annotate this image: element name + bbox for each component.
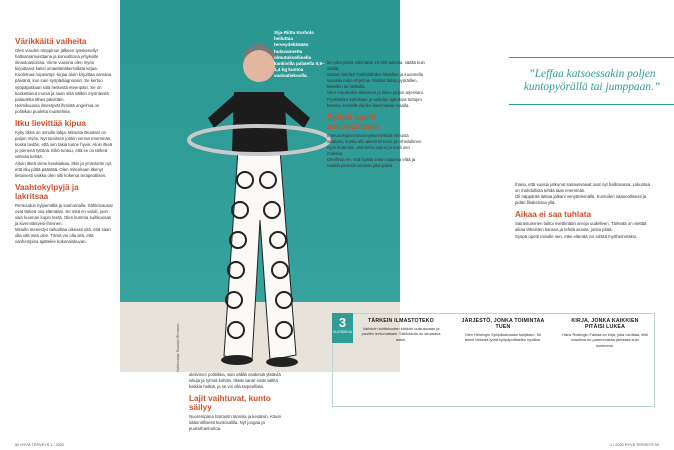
favorite-title: KIRJA, JONKA KAIKKIEN PITÄISI LUKEA: [571, 318, 639, 330]
favorite-text: Olen Helsingin Syöpäsairaalan tukijäsen. Se tekee tärkeää työtä syöpäpotilaiden hyväksi.: [464, 332, 542, 343]
paragraph: Saatan kiertää Töölönlahden kävellen ja kuunnella samalla radio-ohjelmia. Matkat taitan pyöräillen, kävellen tai ratikalla.: [327, 72, 423, 90]
paragraph: Aitoin itkeä viime kevätaikaa. Itkin ja ymmärrän nyt, että itku pitää päästää. Olen mitenkaan itkenyt tietoisesti vaikka olen silti kokenut terapeuttisen.: [15, 160, 113, 178]
heading-syopa: Syöpä opetti sairastamaan: [327, 112, 380, 131]
heading-lajit: Lajit vaihtuvat, kunto säilyy: [189, 394, 271, 413]
paragraph: Kuolemaa nopeampi -kirjaa aloin kirjoittaa samana päivänä, kun sain syöpädiagnoosin. Se kertoo syöpäpotilaan siitä hetkestä eteenpäin. Se on koskettanut monia ja saan siitä välikin myönteisiä palautetta lähes päivittäin.: [15, 72, 112, 102]
heading-vaahtokylpyja: Vaahtokylpyjä ja lakritsaa: [15, 182, 79, 201]
paragraph: len joka päivä vähintään 10 000 askelta, säällä kuin säällä.: [327, 60, 425, 72]
paragraph: Sairastuminen laittoi miettimään arvoja uudelleen. Tärkeää on viettää aikaa läheisten kanssa ja tehdä asioita, joista pitää.: [515, 221, 647, 233]
photo-caption: Sija-Riitta Korhola heiluttaa terveydekkäään hulavannetta olmutuksellisella kankivilla palatella 0,9–1,4 kg kuntoa vaaivatiekoslla.: [274, 30, 325, 79]
favorite-item: [562, 318, 648, 348]
paragraph: Nuorempana harrastin tanssia ja kesäisin. Kävin säännöllisesti kuntosalilla. Nyt joogaa ja puutarhanhoitoa.: [189, 414, 281, 432]
column-3: [327, 60, 425, 169]
favorite-title: TÄRKEIN ILMASTOTEKO: [368, 318, 434, 324]
paragraph: Oli näppärää lattiaa jalkani venyttelemällä. Kuntoilen säännöllisesti ja pidän lihaksistoa yllä.: [515, 194, 647, 206]
column-4: [515, 182, 655, 240]
heading-itku: Itku lievittää kipua: [15, 119, 86, 129]
heading-varikkaita-vaiheita: Värikkäitä vaiheita: [15, 37, 87, 46]
paragraph: Rentoudun kylpemällä ja saunomalla. Sähkösaunat ovat tärkeä osa elämääni. Se mitä en vahdi, juon vain kuuman kupin teetä. Olen kumma suihkuosan ja kivennäisvesi-ihminen.: [15, 202, 113, 227]
pull-quote: ”Leffaa katsoessakin poljen kuntopyörällä tai jumppaan.”: [509, 57, 674, 105]
paragraph: Olen vuoden meppinun jälkeen työskenellyt haltsamamuisttaina ja konsulttona yrityksille ilmastoasioissa. Viime vuosina olen myös kirjoittanut kaksi omaelämäkerrallista kirjaa.: [15, 48, 99, 72]
paragraph: Immunologiset kärsimykset tekivät minusta vaativan, koska olin aiemmin terve ja urheilullinen. Opin kuitenkin, että keho toipuu ja mieli sen mukana.: [327, 132, 423, 157]
photo-credit: Valokuvaaja: Rudolph Öhnmann: [176, 323, 180, 372]
page-footer-left: 52 HYVÄ TERVEYS 1 / 2020: [15, 443, 65, 447]
column-2: [189, 372, 285, 433]
favorite-title: JÄRJESTÖ, JONKA TOIMINTAA TUEN: [461, 318, 545, 330]
favorite-item: [460, 318, 546, 343]
badge-label: SUOSIKKIA: [333, 330, 352, 334]
column-1: [15, 37, 113, 245]
paragraph: Olen muutenkin aktiivinen ja liikun paljon arjessani. Pysähtelen kahvilaan ja vaihdan ajatuksia tuttujen kanssa. Kesällä viljelen kasvimaata maalla.: [327, 90, 424, 108]
paragraph: Kyky itkeä on minulle lahja. Minusta itkustani on paljon myös. Nyt tarvitsen jonkin verran enemmän, koska tiedän, että sen takia tunne hyvin. Aloin itkeä jo pienenä tyttönä. Eikö tuntuu, että se on tärkeä vahvaa kehää.: [15, 130, 113, 160]
paragraph: Syöpä opetti minulle sen, ettei elämää voi siirtää myöhemmäksi.: [515, 233, 638, 239]
page-footer-right: 1 / 2020 HYVÄ TERVEYS 53: [609, 443, 659, 447]
favorite-text: Hans Roslingin Faktaa on kirja, joka osoittaa, että maailma on paremmassa jamassa kuin luulemme.: [562, 332, 648, 348]
favorite-text: Vaihdoin kotitalouden sähkön uusiutuvaan ja puolitin lentomatkani. Sähköauto on seuraava askel.: [361, 326, 441, 342]
paragraph: aktiivinen politiikka, sain välillä osakesiä ylätäviä iskuja ja rytmiä kohtiin. Ilkeät sanat eivät vallita kaikkia hetkiä, ja se voi olla tarpeellista.: [189, 372, 281, 390]
paragraph: Minulle menestys tarkoittaa oikeasti sitä, että saan olla sitä mitä olen. Tämä voi olla sitä, että vanhempina ajattelee kokonaiskuvan.: [15, 227, 111, 245]
favorite-item: [358, 318, 444, 342]
paragraph: Helmikuussa ilmestyvät ihmistä ongelmia on politiikan puolelta muistelmia.: [15, 102, 100, 114]
favorites-badge: [332, 313, 353, 343]
paragraph: Oleellista on, että löytää oman tapansa elää ja nauttia pienistä asioista joka päivä.: [327, 157, 416, 169]
badge-number: 3: [338, 315, 347, 330]
heading-aikaa: Aikaa ei saa tuhlata: [515, 210, 591, 220]
paragraph: Ihana, että vuosia jatkunut sairausvaivat ovat nyt hallinnassa. Liikuntaa on mahdollista tehdä taas enemmän.: [515, 182, 650, 194]
